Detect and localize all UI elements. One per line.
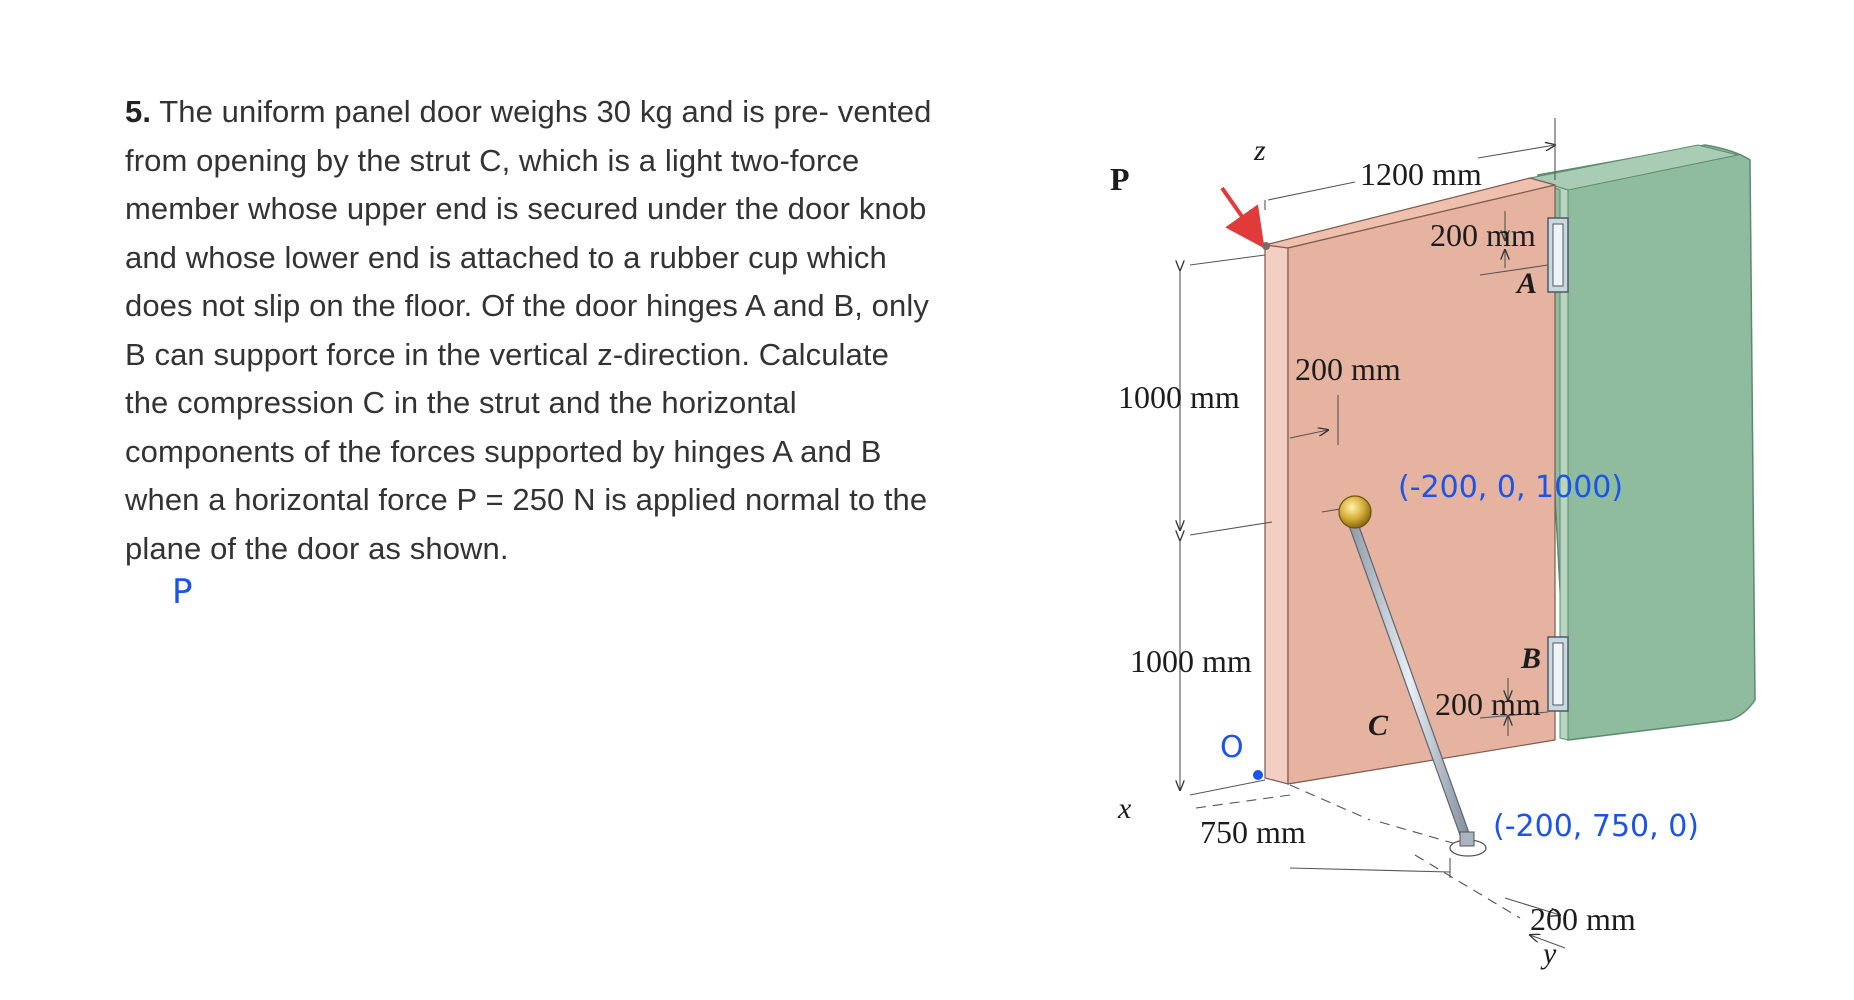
door-knob [1339,496,1371,528]
dim-upper-height: 1000 mm [1118,379,1240,415]
problem-line-4: and whose lower end is attached to a rubber cup which [125,239,887,275]
x-axis-label: x [1118,792,1132,825]
problem-number: 5. [125,94,152,129]
problem-line-2: from opening by the strut C, which is a light two-force [125,142,860,178]
dim-floor-offset-y: 200 mm [1530,901,1636,937]
dim-hinge-b-offset: 200 mm [1435,686,1541,722]
dim-lower-height: 1000 mm [1130,643,1252,679]
problem-line-10: plane of the door as shown. [125,530,509,566]
origin-point [1253,770,1263,780]
handwritten-cup-coordinates: (-200, 750, 0) [1493,809,1699,844]
handwritten-knob-coordinates: (-200, 0, 1000) [1398,470,1624,505]
hinge-b-label: B [1521,642,1542,675]
y-axis-label: y [1543,937,1557,970]
z-axis-label: z [1254,134,1266,167]
problem-line-3: member whose upper end is secured under the door knob [125,191,927,226]
problem-line-8: components of the forces supported by hinges A and B [125,433,882,469]
hinge-b [1548,637,1568,711]
dim-knob-offset: 200 mm [1295,351,1401,387]
dim-door-width: 1200 mm [1360,156,1482,192]
dim-hinge-a-offset: 200 mm [1430,217,1536,253]
handwritten-p-note: P [172,572,193,612]
hinge-a-label: A [1517,267,1538,300]
hinge-a [1548,218,1568,292]
handwritten-origin-label: O [1220,730,1244,765]
problem-line-1: 5. The uniform panel door weighs 30 kg and is pre- vented [125,94,932,129]
force-arrow [1222,188,1260,242]
strut-label: C [1368,709,1389,742]
problem-line-5: does not slip on the floor. Of the door hinges A and B, only [125,288,929,323]
problem-line-7: the compression C in the strut and the horizontal [125,385,797,420]
problem-line-6: B can support force in the vertical z-direction. Calculate [125,336,889,372]
problem-line-9: when a horizontal force P = 250 N is applied normal to the [125,482,928,517]
dim-floor-offset-x: 750 mm [1200,814,1306,850]
force-label: P [1110,161,1130,197]
force-application-point [1262,242,1270,250]
